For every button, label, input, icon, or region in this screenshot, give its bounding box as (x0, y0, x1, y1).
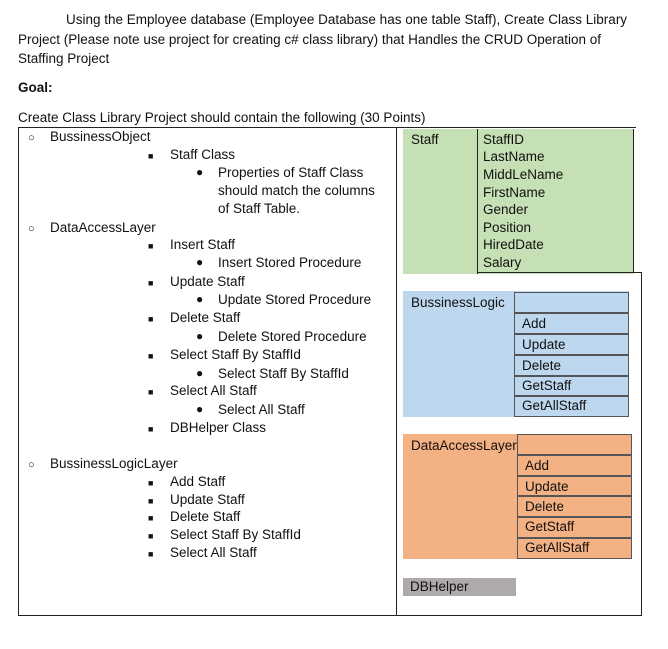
staff-table-label: Staff (411, 132, 439, 147)
staff-column: Position (483, 220, 532, 235)
outline-bll-item: Select All Staff (170, 545, 257, 560)
intro-paragraph (18, 10, 648, 69)
staff-right-border (633, 129, 634, 272)
square-bullet: ■ (148, 549, 154, 559)
square-bullet: ■ (148, 314, 154, 324)
circle-bullet: ○ (28, 459, 35, 471)
business-logic-method: GetAllStaff (522, 398, 587, 413)
dal-method: Update (525, 479, 569, 494)
staff-label-cell (403, 129, 476, 274)
outline-business-logic-layer: BussinessLogicLayer (50, 456, 178, 471)
staff-column: LastName (483, 149, 545, 164)
staff-inner-divider (477, 129, 478, 274)
table-right-border (641, 272, 642, 616)
intro-line-1: Using the Employee database (Employee Database has one table Staff), Create Class Library (66, 12, 628, 27)
section-heading: Create Class Library Project should contain the following (30 Points) (18, 110, 426, 125)
square-bullet: ■ (148, 351, 154, 361)
square-bullet: ■ (148, 387, 154, 397)
square-bullet: ■ (148, 478, 154, 488)
dot-bullet: ● (196, 329, 204, 343)
dot-bullet: ● (196, 366, 204, 380)
staff-bottom-border (477, 272, 642, 273)
staff-column: HiredDate (483, 237, 544, 252)
outline-dal-subitem: Delete Stored Procedure (218, 329, 367, 344)
dal-label: DataAccessLayer (411, 438, 517, 453)
outline-dal-item: DBHelper Class (170, 420, 267, 435)
outline-staff-class: Staff Class (170, 147, 236, 162)
outline-dal-item: Update Staff (170, 274, 245, 289)
staff-column: Gender (483, 202, 529, 217)
outline-dal-item: Delete Staff (170, 310, 241, 325)
staff-column: StaffID (483, 132, 525, 147)
business-logic-method: Delete (522, 358, 562, 373)
square-bullet: ■ (148, 424, 154, 434)
circle-bullet: ○ (28, 132, 35, 144)
table-column-divider (396, 127, 397, 616)
dal-header-cell (517, 434, 632, 455)
dal-method: Add (525, 458, 550, 473)
square-bullet: ■ (148, 531, 154, 541)
square-bullet: ■ (148, 496, 154, 506)
dot-bullet: ● (196, 402, 204, 416)
dot-bullet: ● (196, 165, 204, 179)
table-left-border (18, 127, 19, 616)
dot-bullet: ● (196, 292, 204, 306)
table-bottom-border (18, 615, 642, 616)
dal-method: Delete (525, 499, 565, 514)
dal-method: GetAllStaff (525, 540, 590, 555)
staff-column: MiddLeName (483, 167, 564, 182)
square-bullet: ■ (148, 241, 154, 251)
square-bullet: ■ (148, 278, 154, 288)
square-bullet: ■ (148, 513, 154, 523)
dbhelper-label: DBHelper (410, 579, 469, 594)
intro-line-3: Staffing Project (18, 51, 110, 66)
outline-data-access-layer: DataAccessLayer (50, 220, 156, 235)
outline-business-object: BussinessObject (50, 129, 151, 144)
intro-line-2: Project (Please note use project for creating c# class library) that Handles the CRUD Operation of (18, 31, 602, 47)
outline-bll-item: Delete Staff (170, 509, 241, 524)
outline-bll-item: Add Staff (170, 474, 226, 489)
staff-column: FirstName (483, 185, 546, 200)
outline-props-line-1: Properties of Staff Class (218, 165, 364, 180)
outline-dal-item: Select Staff By StaffId (170, 347, 301, 362)
square-bullet: ■ (148, 151, 154, 161)
business-logic-method: Add (522, 316, 547, 331)
outline-dal-subitem: Select All Staff (218, 402, 305, 417)
outline-props-line-2: should match the columns (218, 183, 375, 198)
dal-method: GetStaff (525, 519, 575, 534)
outline-bll-item: Select Staff By StaffId (170, 527, 301, 542)
goal-label: Goal: (18, 80, 53, 95)
business-logic-method: Update (522, 337, 566, 352)
dot-bullet: ● (196, 255, 204, 269)
outline-dal-item: Insert Staff (170, 237, 236, 252)
outline-props-line-3: of Staff Table. (218, 201, 301, 216)
outline-dal-item: Select All Staff (170, 383, 257, 398)
staff-column: Salary (483, 255, 522, 270)
business-logic-method: GetStaff (522, 378, 572, 393)
business-logic-label: BussinessLogic (411, 295, 505, 310)
outline-dal-subitem: Update Stored Procedure (218, 292, 372, 307)
circle-bullet: ○ (28, 223, 35, 235)
outline-bll-item: Update Staff (170, 492, 245, 507)
outline-dal-subitem: Select Staff By StaffId (218, 366, 349, 381)
business-logic-header-cell (514, 292, 629, 313)
table-top-border (18, 127, 636, 128)
outline-dal-subitem: Insert Stored Procedure (218, 255, 362, 270)
